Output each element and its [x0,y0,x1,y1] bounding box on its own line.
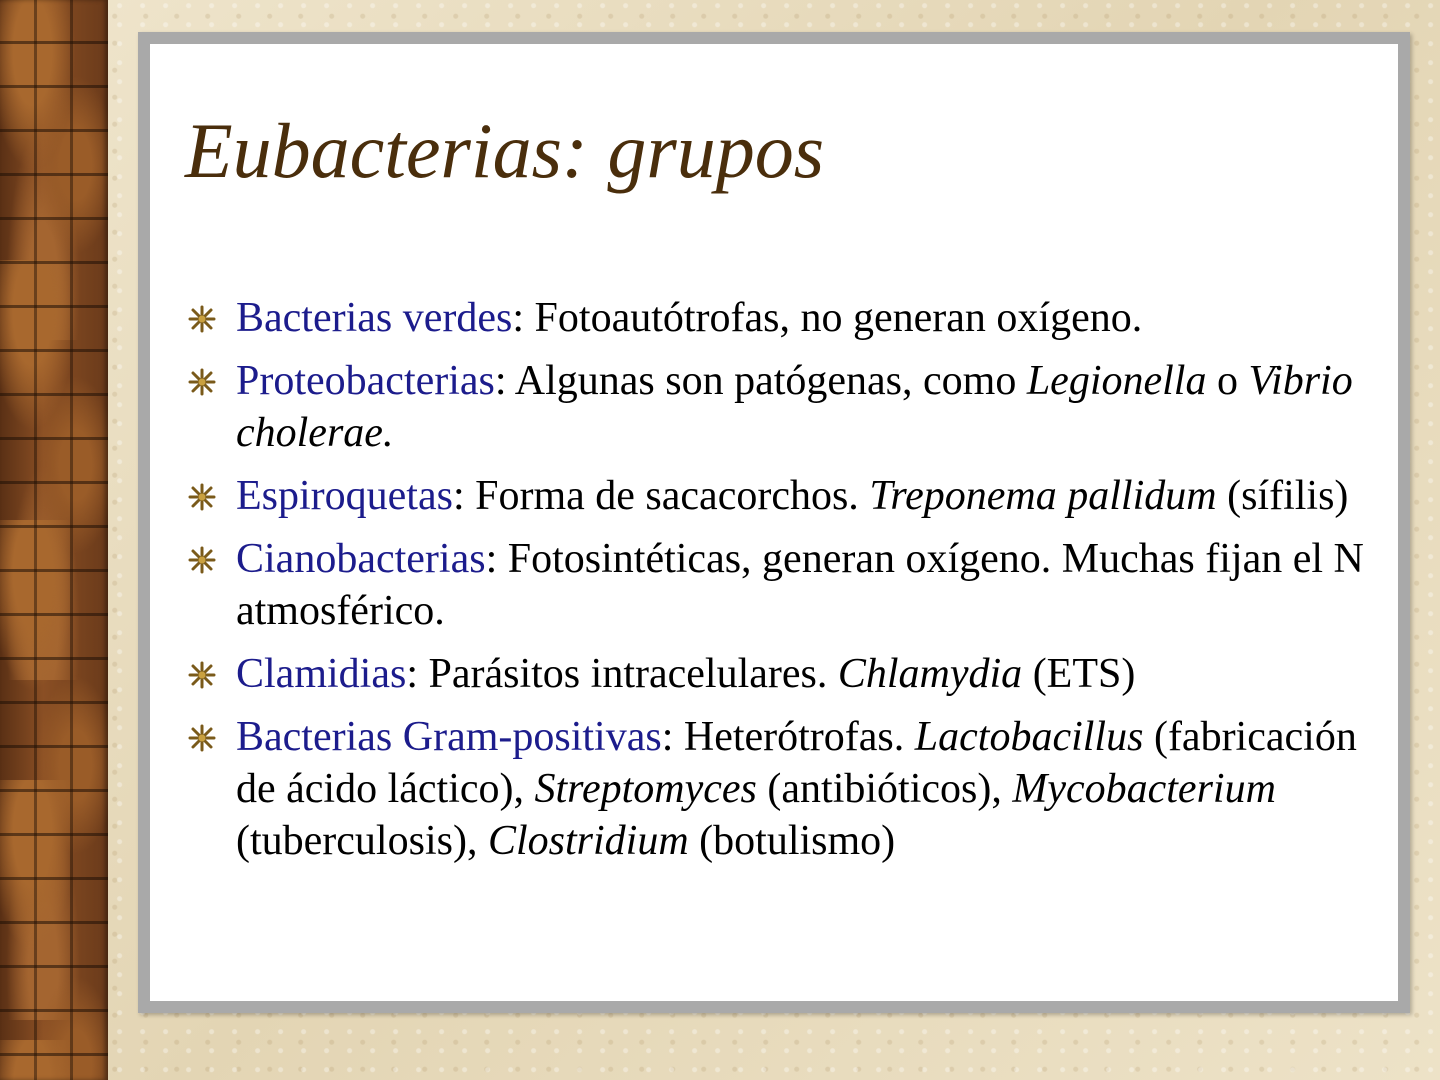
species-name: Vibrio cholerae. [236,358,1353,456]
bullet-item-bacterias-verdes [180,292,1380,344]
species-name: Mycobacterium [1012,766,1276,812]
bullet-text: (botulismo) [688,818,896,864]
asterisk-star-icon [188,724,216,752]
species-name: Legionella [1026,358,1207,404]
bullet-term: Bacterias verdes [236,295,513,341]
asterisk-star-icon [188,305,216,333]
species-name: Clostridium [487,818,689,864]
bullet-text: (sífilis) [1216,473,1349,519]
bullet-term: Clamidias [236,651,407,697]
bullet-text: (tuberculosis), [236,818,488,864]
bullet-item-gram-positivas [180,711,1380,867]
bullet-text: (antibióticos), [756,766,1013,812]
species-name: Chlamydia [837,651,1023,697]
bullet-text: (ETS) [1022,651,1136,697]
bullet-item-proteobacterias [180,355,1380,459]
bullet-item-clamidias [180,648,1380,700]
decorative-wood-band [0,0,108,1080]
asterisk-star-icon [188,368,216,396]
species-name: Streptomyces [534,766,757,812]
bullet-text: o [1206,358,1249,404]
bullet-list [180,292,1380,878]
bullet-item-cianobacterias [180,533,1380,637]
bullet-term: Cianobacterias [236,536,486,582]
slide-title: Eubacterias: grupos [185,107,825,194]
bullet-term: Proteobacterias [236,358,495,404]
asterisk-star-icon [188,546,216,574]
species-name: Lactobacillus [914,714,1144,760]
bullet-text: : Heterótrofas. [661,714,915,760]
bullet-term: Bacterias Gram-positivas [236,714,662,760]
bullet-text: : Algunas son patógenas, como [494,358,1027,404]
slide-content-card [138,32,1410,1013]
bullet-text: (fabricación de ácido láctico), [236,714,1357,812]
bullet-text: : Parásitos intracelulares. [406,651,838,697]
bullet-text: : Forma de sacacorchos. [452,473,870,519]
asterisk-star-icon [188,483,216,511]
bullet-text: : Fotosintéticas, generan oxígeno. Muchas fijan el N atmosférico. [236,536,1364,634]
bullet-text: : Fotoautótrofas, no generan oxígeno. [512,295,1143,341]
asterisk-star-icon [188,661,216,689]
bullet-term: Espiroquetas [236,473,453,519]
species-name: Treponema pallidum [869,473,1217,519]
bullet-item-espiroquetas [180,470,1380,522]
